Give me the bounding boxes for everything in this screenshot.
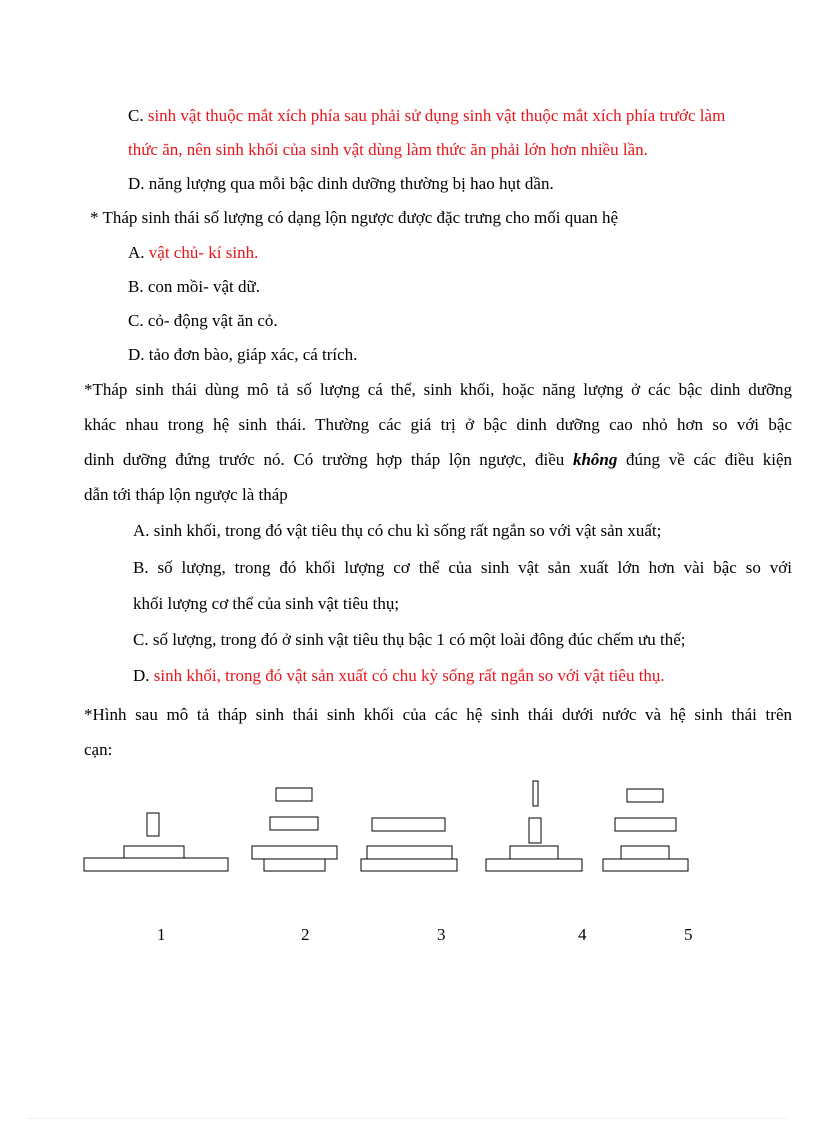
pyramid-5-level-4	[627, 789, 663, 802]
pyramid-3-level-1	[361, 859, 457, 871]
pyramid-2-level-1	[264, 859, 325, 871]
pyramid-4-level-3	[529, 818, 541, 843]
q2-option-a-label: A.	[128, 243, 149, 262]
pyramid-3-level-3	[372, 818, 445, 831]
pyramid-5-level-1	[603, 859, 688, 871]
q3-option-b-line1: B. số lượng, trong đó khối lượng cơ thể của sinh vật sản xuất lớn hơn vài bậc so với	[133, 558, 792, 577]
q2-option-d: D. tảo đơn bào, giáp xác, cá trích.	[128, 345, 358, 364]
pyramid-2-level-3	[270, 817, 318, 830]
pyramid-label-1: 1	[157, 925, 166, 944]
q3-option-d-label: D.	[133, 666, 154, 685]
q2-option-c: C. cỏ- động vật ăn cỏ.	[128, 311, 278, 330]
q3-stem-line1: *Tháp sinh thái dùng mô tả số lượng cá thể, sinh khối, hoặc năng lượng ở các bậc dinh dưỡng	[84, 380, 792, 399]
page-bottom-divider	[28, 1118, 788, 1119]
pyramid-label-3: 3	[437, 925, 446, 944]
pyramid-1-level-2	[124, 846, 184, 858]
pyramid-5-level-3	[615, 818, 676, 831]
pyramid-4-level-4	[533, 781, 538, 806]
pyramid-1	[84, 813, 228, 871]
q4-stem-line2: cạn:	[84, 740, 113, 759]
q2-stem: * Tháp sinh thái số lượng có dạng lộn ngược được đặc trưng cho mối quan hệ	[90, 208, 619, 227]
q1-option-c-text: sinh vật thuộc mắt xích phía sau phải sử dụng sinh vật thuộc mắt xích phía trước làm	[147, 106, 726, 125]
q1-option-d: D. năng lượng qua mỗi bậc dinh dưỡng thường bị hao hụt dần.	[128, 174, 554, 193]
pyramid-2-level-4	[276, 788, 312, 801]
pyramid-4	[486, 781, 582, 871]
pyramid-5-level-2	[621, 846, 669, 859]
q1-option-c-label: C.	[128, 106, 148, 125]
q1-option-c-line2: thức ăn, nên sinh khối của sinh vật dùng làm thức ăn phải lớn hơn nhiều lần.	[128, 140, 648, 159]
q3-option-d-text: sinh khối, trong đó vật sản xuất có chu kỳ sống rất ngắn so với vật tiêu thụ.	[153, 666, 665, 685]
q3-option-c: C. số lượng, trong đó ở sinh vật tiêu thụ bậc 1 có một loài đông đúc chếm ưu thế;	[133, 630, 686, 649]
pyramid-4-level-2	[510, 846, 558, 859]
pyramid-3-level-2	[367, 846, 452, 859]
q3-stem-line3b: đúng về các điều kiện	[617, 450, 793, 469]
pyramid-1-level-1	[84, 858, 228, 871]
q3-stem-line2: khác nhau trong hệ sinh thái. Thường các giá trị ở bậc dinh dưỡng cao nhỏ hơn so với bậc	[84, 415, 792, 434]
pyramid-1-level-3	[147, 813, 159, 836]
q4-stem-line1: *Hình sau mô tả tháp sinh thái sinh khối của các hệ sinh thái dưới nước và hệ sinh thái trên	[84, 705, 792, 724]
q3-emphasis: không	[572, 450, 618, 469]
q3-option-a: A. sinh khối, trong đó vật tiêu thụ có chu kì sống rất ngắn so với vật sản xuất;	[133, 521, 662, 540]
pyramid-label-4: 4	[578, 925, 587, 944]
pyramid-4-level-1	[486, 859, 582, 871]
pyramid-5	[603, 789, 688, 871]
pyramid-label-2: 2	[301, 925, 310, 944]
q3-stem-line4: dẫn tới tháp lộn ngược là tháp	[84, 485, 288, 504]
q2-option-b: B. con mồi- vật dữ.	[128, 277, 260, 296]
pyramid-2	[252, 788, 337, 871]
pyramid-3	[361, 818, 457, 871]
q2-option-a-text: vật chủ- kí sinh.	[148, 243, 259, 262]
q3-option-b-line2: khối lượng cơ thể của sinh vật tiêu thụ;	[133, 594, 400, 613]
pyramid-label-5: 5	[684, 925, 693, 944]
q3-stem-line3a: dinh dưỡng đứng trước nó. Có trường hợp tháp lộn ngược, điều	[84, 450, 573, 469]
pyramid-2-level-2	[252, 846, 337, 859]
